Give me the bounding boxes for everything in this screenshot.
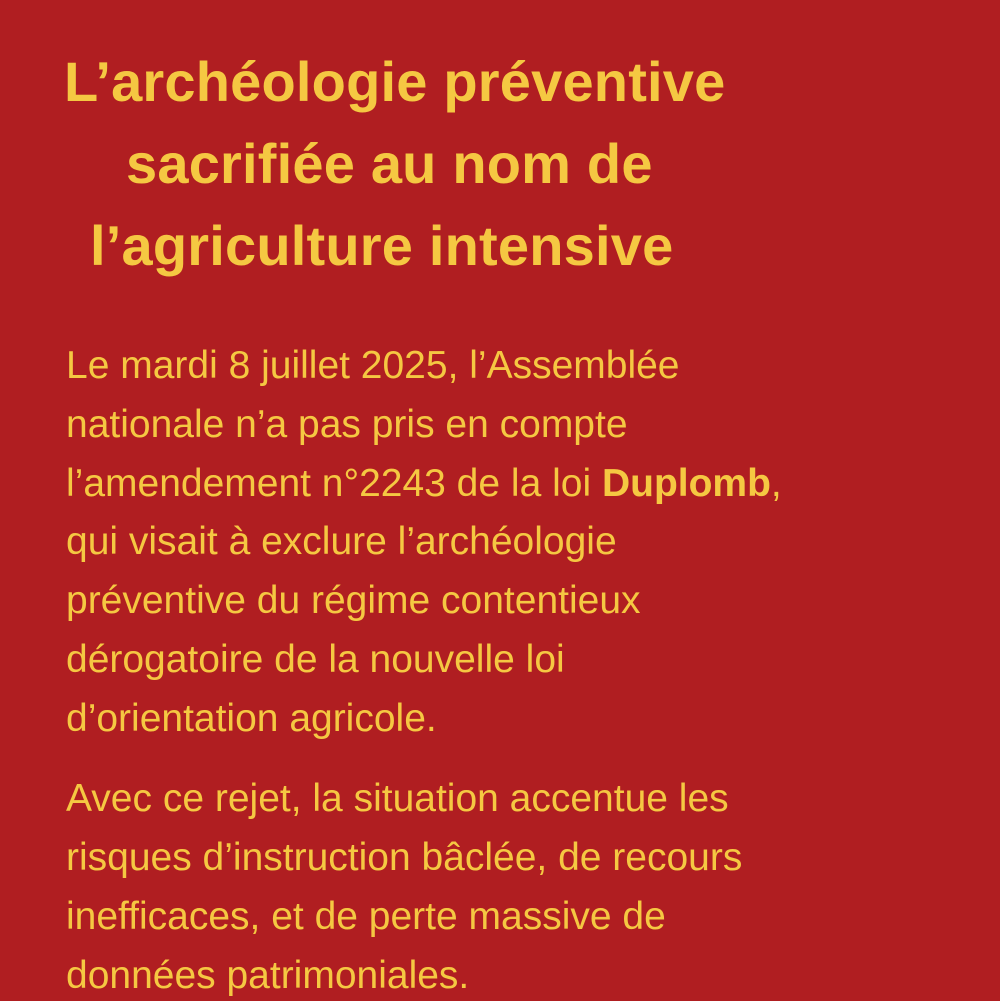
title-line-2: sacrifiée au nom de [126,132,653,195]
paragraph-1-line-3 [66,459,782,509]
paragraph-1-line-1: Le mardi 8 juillet 2025, l’Assemblée [66,344,680,387]
paragraph-1-line-3-text: l’amendement n°2243 de la loi [66,462,602,505]
paragraph-1-line-7: d’orientation agricole. [66,697,437,740]
duplomb-emphasis: Duplomb [601,462,771,505]
paragraph-1-line-5: préventive du régime contentieux [66,579,641,622]
paragraph-2-line-4: données patrimoniales. [66,954,470,997]
paragraph-1-line-6: dérogatoire de la nouvelle loi [66,638,565,681]
paragraph-2-line-1: Avec ce rejet, la situation accentue les [66,777,729,820]
title-line-3: l’agriculture intensive [90,214,674,277]
paragraph-1-line-2: nationale n’a pas pris en compte [66,403,628,446]
paragraph-1-line-3-comma: , [770,462,782,505]
title-line-1: L’archéologie préventive [64,50,726,113]
paragraph-1-line-4: qui visait à exclure l’archéologie [66,520,617,563]
paragraph-2-line-3: inefficaces, et de perte massive de [66,895,666,938]
paragraph-2-line-2: risques d’instruction bâclée, de recours [66,836,743,879]
